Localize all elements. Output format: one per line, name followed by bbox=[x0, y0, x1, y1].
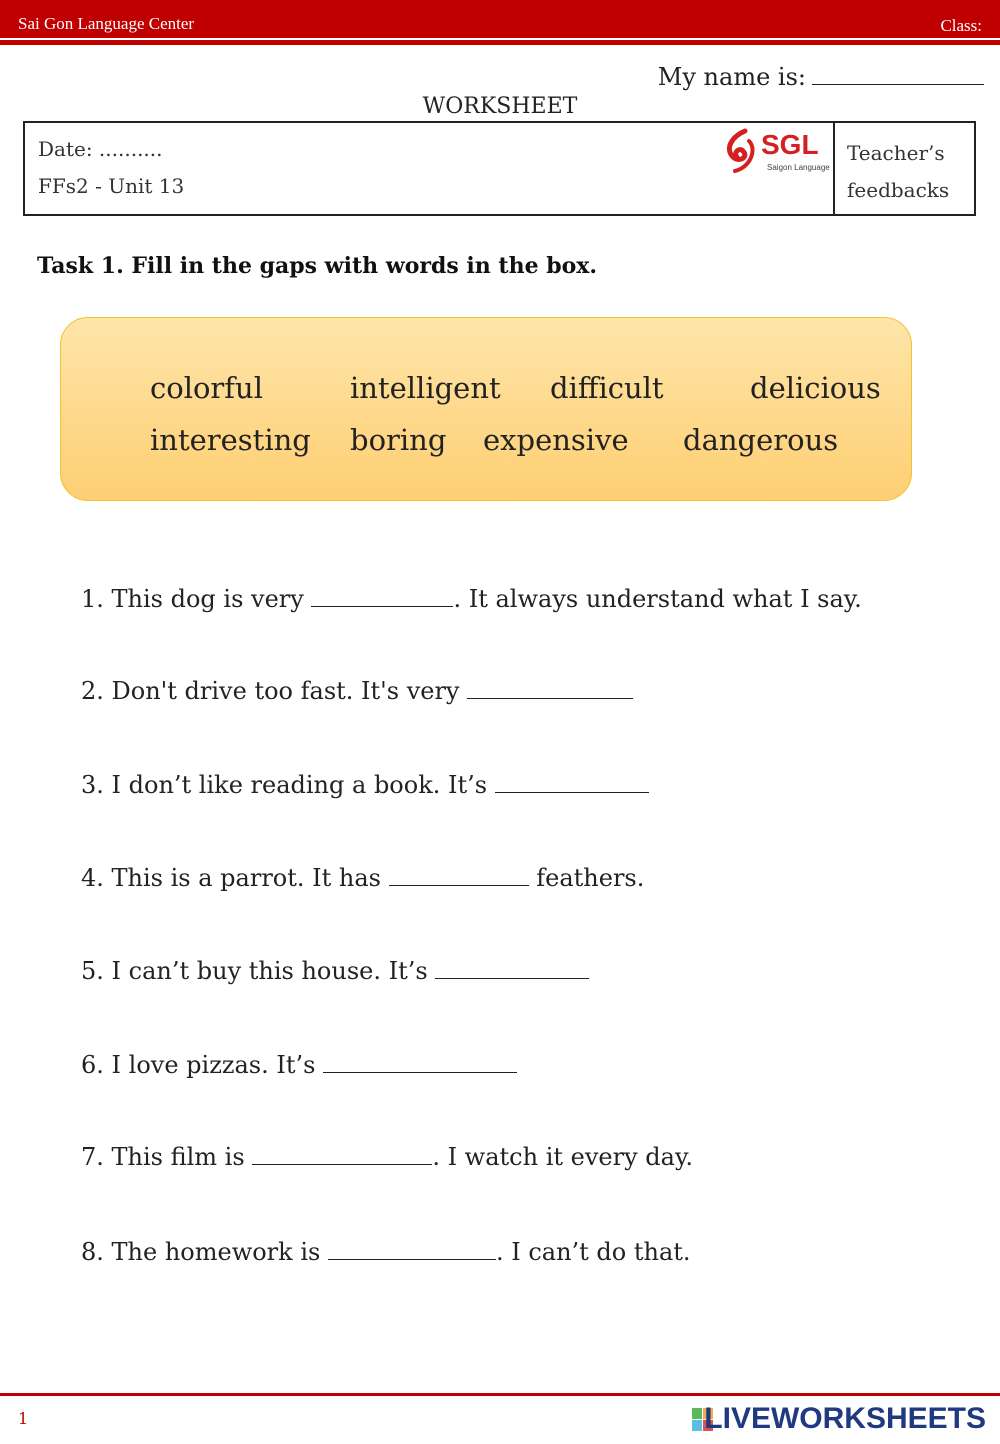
info-box bbox=[23, 121, 976, 216]
header-bar bbox=[0, 0, 1000, 38]
feedback-line-2: feedbacks bbox=[847, 178, 950, 202]
word-box bbox=[60, 317, 912, 501]
center-name: Sai Gon Language Center bbox=[18, 14, 195, 33]
word-item[interactable]: intelligent bbox=[350, 371, 501, 405]
answer-blank[interactable] bbox=[389, 865, 529, 886]
word-item[interactable]: colorful bbox=[150, 371, 263, 405]
liveworksheets-brand[interactable]: LIVEWORKSHEETS bbox=[704, 1402, 986, 1435]
unit-label: FFs2 - Unit 13 bbox=[38, 174, 185, 198]
page-number: 1 bbox=[18, 1409, 29, 1428]
answer-blank[interactable] bbox=[328, 1239, 496, 1260]
task-title: Task 1. Fill in the gaps with words in the box. bbox=[37, 253, 598, 279]
question-text: feathers. bbox=[528, 864, 645, 892]
answer-blank[interactable] bbox=[311, 586, 453, 607]
question-text: 2. Don't drive too fast. It's very bbox=[81, 677, 468, 705]
word-item[interactable]: interesting bbox=[150, 423, 311, 457]
sgl-swirl-icon bbox=[721, 127, 761, 175]
answer-blank[interactable] bbox=[435, 958, 589, 979]
question-5 bbox=[81, 957, 589, 985]
teacher-feedback bbox=[847, 135, 949, 209]
answer-blank[interactable] bbox=[495, 772, 649, 793]
date-field: Date: .......... bbox=[38, 137, 163, 161]
word-item[interactable]: boring bbox=[350, 423, 447, 457]
word-item[interactable]: expensive bbox=[483, 423, 629, 457]
class-label: Class: bbox=[940, 16, 982, 35]
question-8 bbox=[81, 1238, 691, 1266]
question-text: 3. I don’t like reading a book. It’s bbox=[81, 771, 495, 799]
question-3 bbox=[81, 771, 649, 799]
header-divider bbox=[0, 40, 1000, 45]
question-text: . I watch it every day. bbox=[432, 1143, 693, 1171]
question-2 bbox=[81, 677, 633, 705]
answer-blank[interactable] bbox=[252, 1144, 432, 1165]
word-item[interactable]: difficult bbox=[550, 371, 664, 405]
answer-blank[interactable] bbox=[467, 678, 633, 699]
question-text: 8. The homework is bbox=[81, 1238, 328, 1266]
word-item[interactable]: delicious bbox=[750, 371, 881, 405]
question-text: 5. I can’t buy this house. It’s bbox=[81, 957, 436, 985]
footer-divider bbox=[0, 1393, 1000, 1396]
answer-blank[interactable] bbox=[323, 1052, 517, 1073]
name-label: My name is: bbox=[657, 63, 806, 91]
name-field bbox=[658, 62, 984, 91]
question-text: 6. I love pizzas. It’s bbox=[81, 1051, 324, 1079]
feedback-line-1: Teacher’s bbox=[847, 141, 945, 165]
question-1 bbox=[81, 585, 862, 613]
question-text: 4. This is a parrot. It has bbox=[81, 864, 389, 892]
logo-subtitle: Saigon Language bbox=[767, 163, 830, 172]
name-blank[interactable] bbox=[812, 62, 984, 85]
sgl-logo bbox=[721, 127, 831, 177]
worksheet-title: WORKSHEET bbox=[422, 94, 578, 119]
question-text: 7. This film is bbox=[81, 1143, 253, 1171]
logo-text: SGL bbox=[761, 129, 819, 160]
question-4 bbox=[81, 864, 644, 892]
question-text: . It always understand what I say. bbox=[453, 585, 862, 613]
question-text: 1. This dog is very bbox=[81, 585, 312, 613]
question-7 bbox=[81, 1143, 693, 1171]
feedback-divider bbox=[833, 123, 835, 214]
question-text: . I can’t do that. bbox=[495, 1238, 691, 1266]
question-6 bbox=[81, 1051, 517, 1079]
word-item[interactable]: dangerous bbox=[683, 423, 839, 457]
